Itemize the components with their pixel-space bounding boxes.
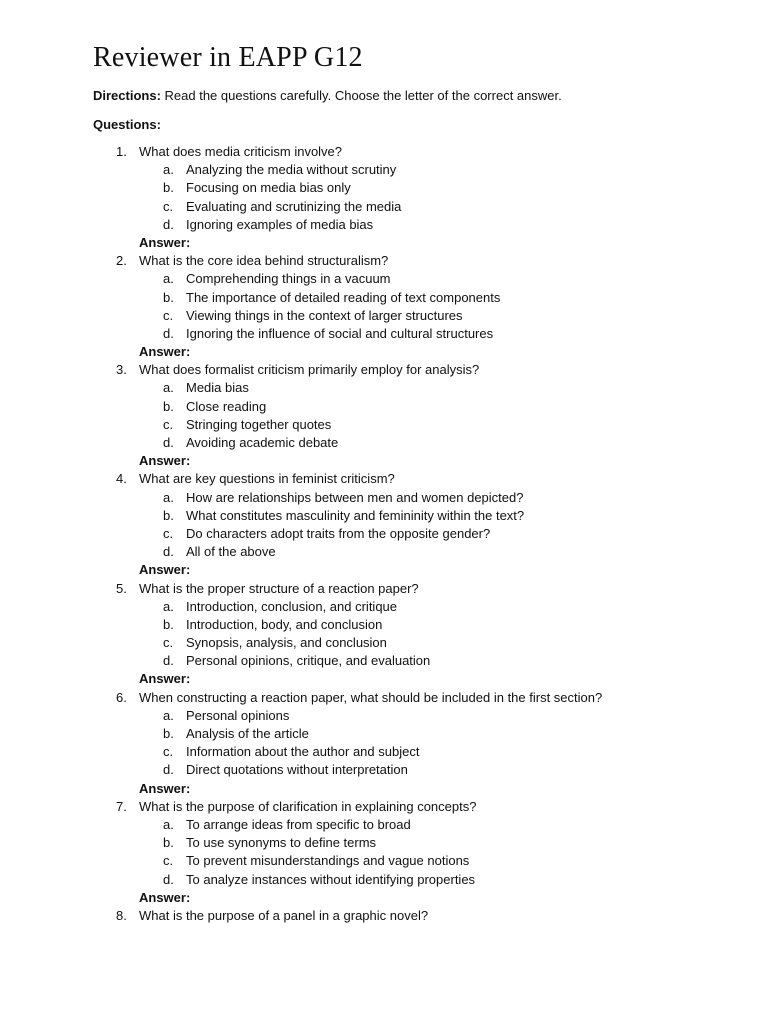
question-text: When constructing a reaction paper, what should be included in the first section? — [139, 689, 603, 705]
choice-letter: d. — [163, 653, 174, 669]
choice-text: Avoiding academic debate — [186, 435, 339, 450]
question-number: 1. — [116, 144, 127, 159]
question-item — [0, 252, 768, 361]
choice-letter: a. — [163, 816, 174, 832]
question-number: 6. — [116, 689, 127, 705]
question-item — [0, 580, 768, 689]
question-item — [0, 907, 768, 925]
choice-letter: d. — [163, 762, 174, 778]
choice-text: Analyzing the media without scrutiny — [186, 162, 397, 178]
question-number: 3. — [116, 362, 127, 378]
question-line — [0, 798, 768, 816]
choice-letter: a. — [163, 271, 174, 287]
answer-label: Answer: — [139, 562, 191, 578]
answer-choice — [0, 379, 768, 397]
answer-choice — [0, 325, 768, 343]
choice-letter: d. — [163, 871, 174, 887]
answer-choice — [0, 871, 768, 889]
choice-letter: a. — [163, 162, 174, 178]
choice-letter: a. — [163, 489, 174, 505]
choice-letter: a. — [163, 707, 174, 723]
choice-text: Direct quotations without interpretation — [186, 762, 408, 778]
answer-label: Answer: — [139, 780, 191, 796]
choice-text: To use synonyms to define terms — [186, 835, 377, 851]
answer-choice — [0, 270, 768, 288]
answer-choice — [0, 489, 768, 507]
choice-text: Ignoring the influence of social and cultural structures — [186, 325, 494, 341]
choice-letter: c. — [163, 416, 174, 432]
choice-letter: b. — [163, 616, 174, 632]
choice-text: Evaluating and scrutinizing the media — [186, 198, 402, 214]
question-item — [0, 689, 768, 798]
answer-line — [0, 561, 768, 579]
question-number: 4. — [116, 471, 127, 487]
question-item — [0, 798, 768, 907]
answer-choice — [0, 216, 768, 234]
choice-text: How are relationships between men and women depicted? — [186, 489, 524, 505]
choice-letter: a. — [163, 598, 174, 614]
answer-choice — [0, 525, 768, 543]
choice-letter: b. — [163, 835, 174, 851]
choice-text: Introduction, body, and conclusion — [186, 616, 383, 632]
answer-choice — [0, 743, 768, 761]
answer-choice — [0, 416, 768, 434]
choice-text: Ignoring examples of media bias — [186, 216, 374, 232]
question-line — [0, 470, 768, 488]
choice-letter: c. — [163, 853, 174, 869]
answer-line — [0, 234, 768, 252]
question-line — [0, 143, 768, 161]
answer-choice — [0, 816, 768, 834]
question-text: What is the purpose of a panel in a graphic novel? — [139, 907, 429, 923]
choice-text: Focusing on media bias only — [186, 180, 351, 196]
choice-text: To analyze instances without identifying properties — [186, 871, 476, 887]
choice-letter: d. — [163, 544, 174, 560]
choice-letter: c. — [163, 198, 174, 214]
question-item — [0, 143, 768, 252]
question-item — [0, 470, 768, 579]
answer-choice — [0, 198, 768, 216]
answer-line — [0, 452, 768, 470]
question-number: 7. — [116, 798, 127, 814]
choice-text: Synopsis, analysis, and conclusion — [186, 635, 387, 651]
choice-text: Information about the author and subject — [186, 744, 420, 760]
question-item — [0, 361, 768, 470]
question-line — [0, 907, 768, 925]
question-text: What does formalist criticism primarily employ for analysis? — [139, 362, 480, 378]
answer-line — [0, 780, 768, 798]
choice-text: To arrange ideas from specific to broad — [186, 816, 411, 832]
question-list — [0, 143, 768, 925]
questions-heading: Questions: — [93, 117, 161, 132]
choice-text: Personal opinions — [186, 707, 290, 723]
answer-choice — [0, 289, 768, 307]
answer-line — [0, 889, 768, 907]
choice-letter: b. — [163, 507, 174, 523]
choice-text: Comprehending things in a vacuum — [186, 271, 391, 287]
answer-label: Answer: — [139, 234, 191, 250]
question-number: 8. — [116, 907, 127, 923]
question-line — [0, 580, 768, 598]
answer-choice — [0, 725, 768, 743]
answer-choice — [0, 634, 768, 652]
question-text: What is the purpose of clarification in explaining concepts? — [139, 798, 477, 814]
answer-choice — [0, 834, 768, 852]
choice-text: Personal opinions, critique, and evaluation — [186, 653, 431, 669]
choice-text: Do characters adopt traits from the opposite gender? — [186, 525, 491, 541]
choice-letter: b. — [163, 180, 174, 196]
answer-line — [0, 343, 768, 361]
directions-line — [93, 88, 562, 103]
question-text: What does media criticism involve? — [139, 144, 343, 159]
question-line — [0, 361, 768, 379]
choice-letter: c. — [163, 525, 174, 541]
question-text: What is the core idea behind structuralism? — [139, 253, 389, 269]
answer-label: Answer: — [139, 344, 191, 360]
answer-line — [0, 670, 768, 688]
directions-text: Read the questions carefully. Choose the letter of the correct answer. — [160, 88, 562, 103]
choice-text: To prevent misunderstandings and vague notions — [186, 853, 470, 869]
choice-letter: d. — [163, 325, 174, 341]
choice-text: Viewing things in the context of larger structures — [186, 307, 463, 323]
choice-text: What constitutes masculinity and femininity within the text? — [186, 507, 525, 523]
choice-text: Stringing together quotes — [186, 416, 332, 432]
answer-choice — [0, 761, 768, 779]
answer-choice — [0, 616, 768, 634]
choice-letter: a. — [163, 380, 174, 396]
choice-text: Analysis of the article — [186, 726, 309, 741]
answer-choice — [0, 398, 768, 416]
question-line — [0, 689, 768, 707]
question-line — [0, 252, 768, 270]
choice-text: All of the above — [186, 544, 276, 560]
answer-choice — [0, 707, 768, 725]
directions-label: Directions: — [93, 88, 161, 103]
answer-choice — [0, 507, 768, 525]
question-text: What are key questions in feminist criticism? — [139, 471, 395, 487]
choice-letter: b. — [163, 726, 174, 741]
question-number: 2. — [116, 253, 127, 269]
choice-letter: b. — [163, 398, 174, 414]
choice-text: Media bias — [186, 380, 249, 396]
choice-letter: d. — [163, 216, 174, 232]
answer-choice — [0, 307, 768, 325]
choice-letter: c. — [163, 744, 174, 760]
choice-text: Close reading — [186, 398, 267, 414]
choice-letter: c. — [163, 635, 174, 651]
answer-label: Answer: — [139, 889, 191, 905]
answer-choice — [0, 434, 768, 452]
choice-letter: d. — [163, 435, 174, 450]
choice-text: The importance of detailed reading of text components — [186, 289, 501, 305]
question-text: What is the proper structure of a reaction paper? — [139, 580, 419, 596]
choice-text: Introduction, conclusion, and critique — [186, 598, 398, 614]
question-number: 5. — [116, 580, 127, 596]
choice-letter: c. — [163, 307, 174, 323]
answer-choice — [0, 161, 768, 179]
answer-choice — [0, 652, 768, 670]
answer-choice — [0, 852, 768, 870]
answer-label: Answer: — [139, 671, 191, 687]
choice-letter: b. — [163, 289, 174, 305]
document-title: Reviewer in EAPP G12 — [93, 42, 363, 73]
answer-choice — [0, 179, 768, 197]
answer-choice — [0, 598, 768, 616]
answer-choice — [0, 543, 768, 561]
answer-label: Answer: — [139, 453, 191, 469]
